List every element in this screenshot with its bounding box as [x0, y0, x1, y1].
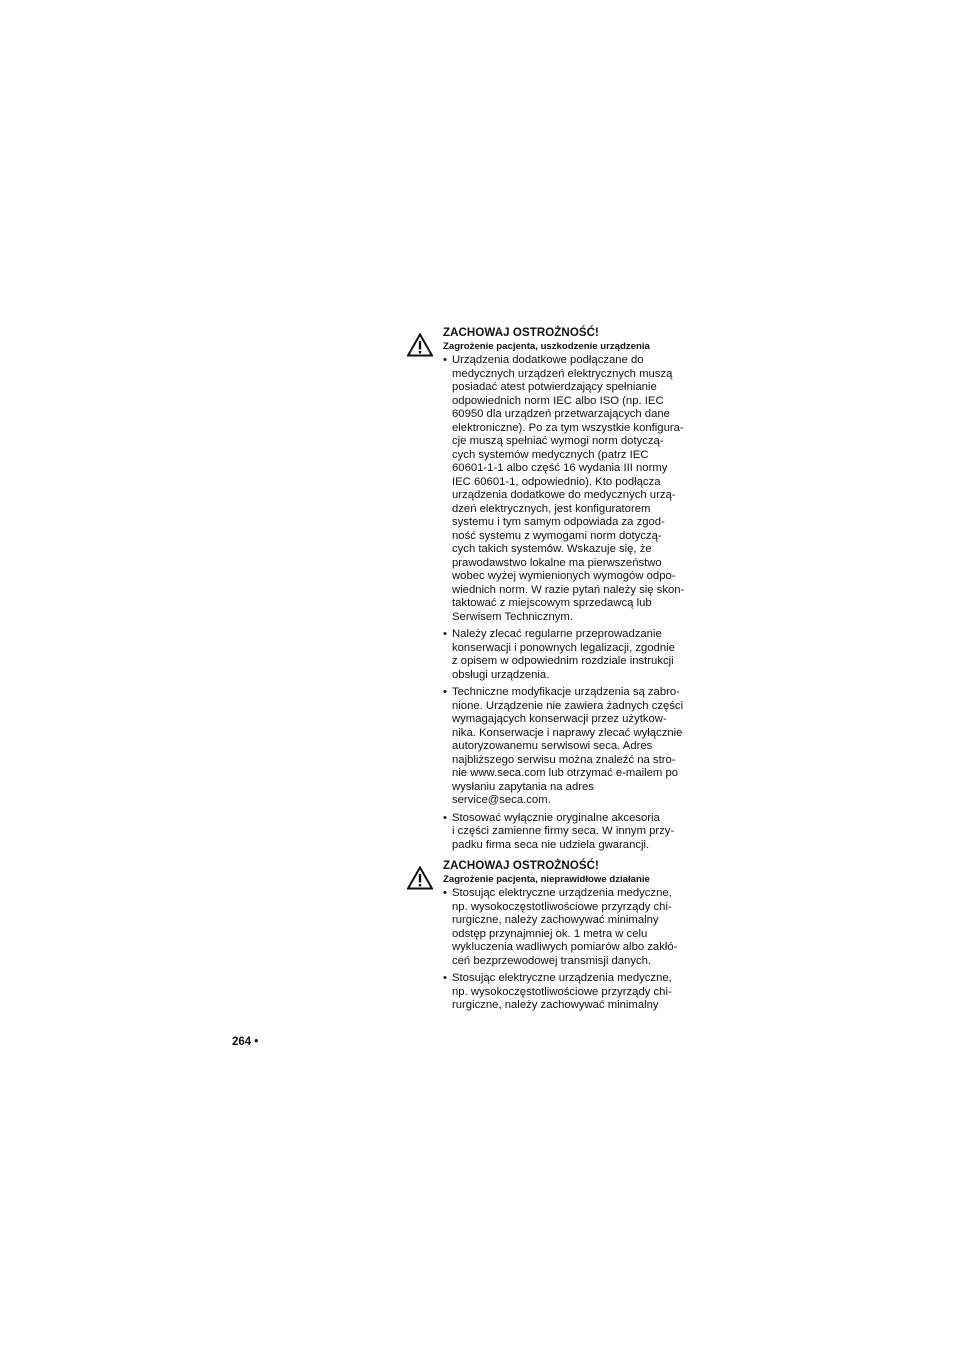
list-item: • Urządzenia dodatkowe podłączane do medycznych urządzeń elektrycznych muszą posiadać atest potwierdzający spełnianie odpowiednich norm IEC albo ISO (np. IEC 60950 dla urządzeń przetwarzających dane elektroniczne). Po za tym wszystkie konfigura- cje muszą spełniać wymogi norm dotyczą- cych systemów medycznych (patrz IEC 60601-1-1 albo część 16 wydania III normy IEC 60601-1, odpowiednio). Kto podłącza urządzenia dodatkowe do medycznych urzą- dzeń elektrycznych, jest konfiguratorem systemu i tym samym odpowiada za zgod- ność systemu z wymogami norm dotyczą- cych takich systemów. Wskazuje się, że prawodawstwo lokalne ma pierwszeństwo wobec wyżej wymienionych wymogów odpo- wiednich norm. W razie pytań należy się skon- taktować z miejscowym sprzedawcą lub Serwisem Technicznym.: [443, 354, 695, 624]
warning-title: ZACHOWAJ OSTROŻNOŚĆ!: [443, 860, 599, 872]
list-item: • Należy zlecać regularne przeprowadzanie konserwacji i ponownych legalizacji, zgodnie z opisem w odpowiednim rozdziale instrukcji obsługi urządzenia.: [443, 628, 695, 682]
warning-triangle-icon: [407, 333, 433, 357]
list-item: • Stosować wyłącznie oryginalne akcesoria i części zamienne firmy seca. W innym przy- padku firma seca nie udziela gwarancji.: [443, 812, 695, 853]
page-number-value: 264: [232, 1036, 252, 1048]
list-item: • Stosując elektryczne urządzenia medyczne, np. wysokoczęstotliwościowe przyrządy chi- rurgiczne, należy zachowywać minimalny: [443, 972, 695, 1013]
warning-triangle-icon: [407, 866, 433, 890]
list-item: • Techniczne modyfikacje urządzenia są zabro- nione. Urządzenie nie zawiera żadnych części wymagających konserwacji przez użytkow- nika. Konserwacje i naprawy zlecać wyłącznie autoryzowanemu serwisowi seca. Adres najbliższego serwisu można znaleźć na stro- nie www.seca.com lub otrzymać e-mailem po wysłaniu zapytania na adres service@seca.com.: [443, 686, 695, 808]
warning-list: [443, 887, 695, 1013]
page-number: [232, 1035, 258, 1049]
list-item: • Stosując elektryczne urządzenia medyczne, np. wysokoczęstotliwościowe przyrządy chi- rurgiczne, należy zachowywać minimalny odstęp przynajmniej ok. 1 metra w celu wykluczenia wadliwych pomiarów albo zakłó- ceń bezprzewodowej transmisji danych.: [443, 887, 695, 968]
warning-content: [443, 326, 695, 856]
warning-title: ZACHOWAJ OSTROŻNOŚĆ!: [443, 327, 599, 339]
page-number-separator: •: [254, 1036, 259, 1048]
warning-list: [443, 354, 695, 852]
warning-content: [443, 859, 695, 1017]
warning-subtitle: Zagrożenie pacjenta, nieprawidłowe działanie: [443, 874, 650, 885]
warning-subtitle: Zagrożenie pacjenta, uszkodzenie urządzenia: [443, 341, 650, 352]
